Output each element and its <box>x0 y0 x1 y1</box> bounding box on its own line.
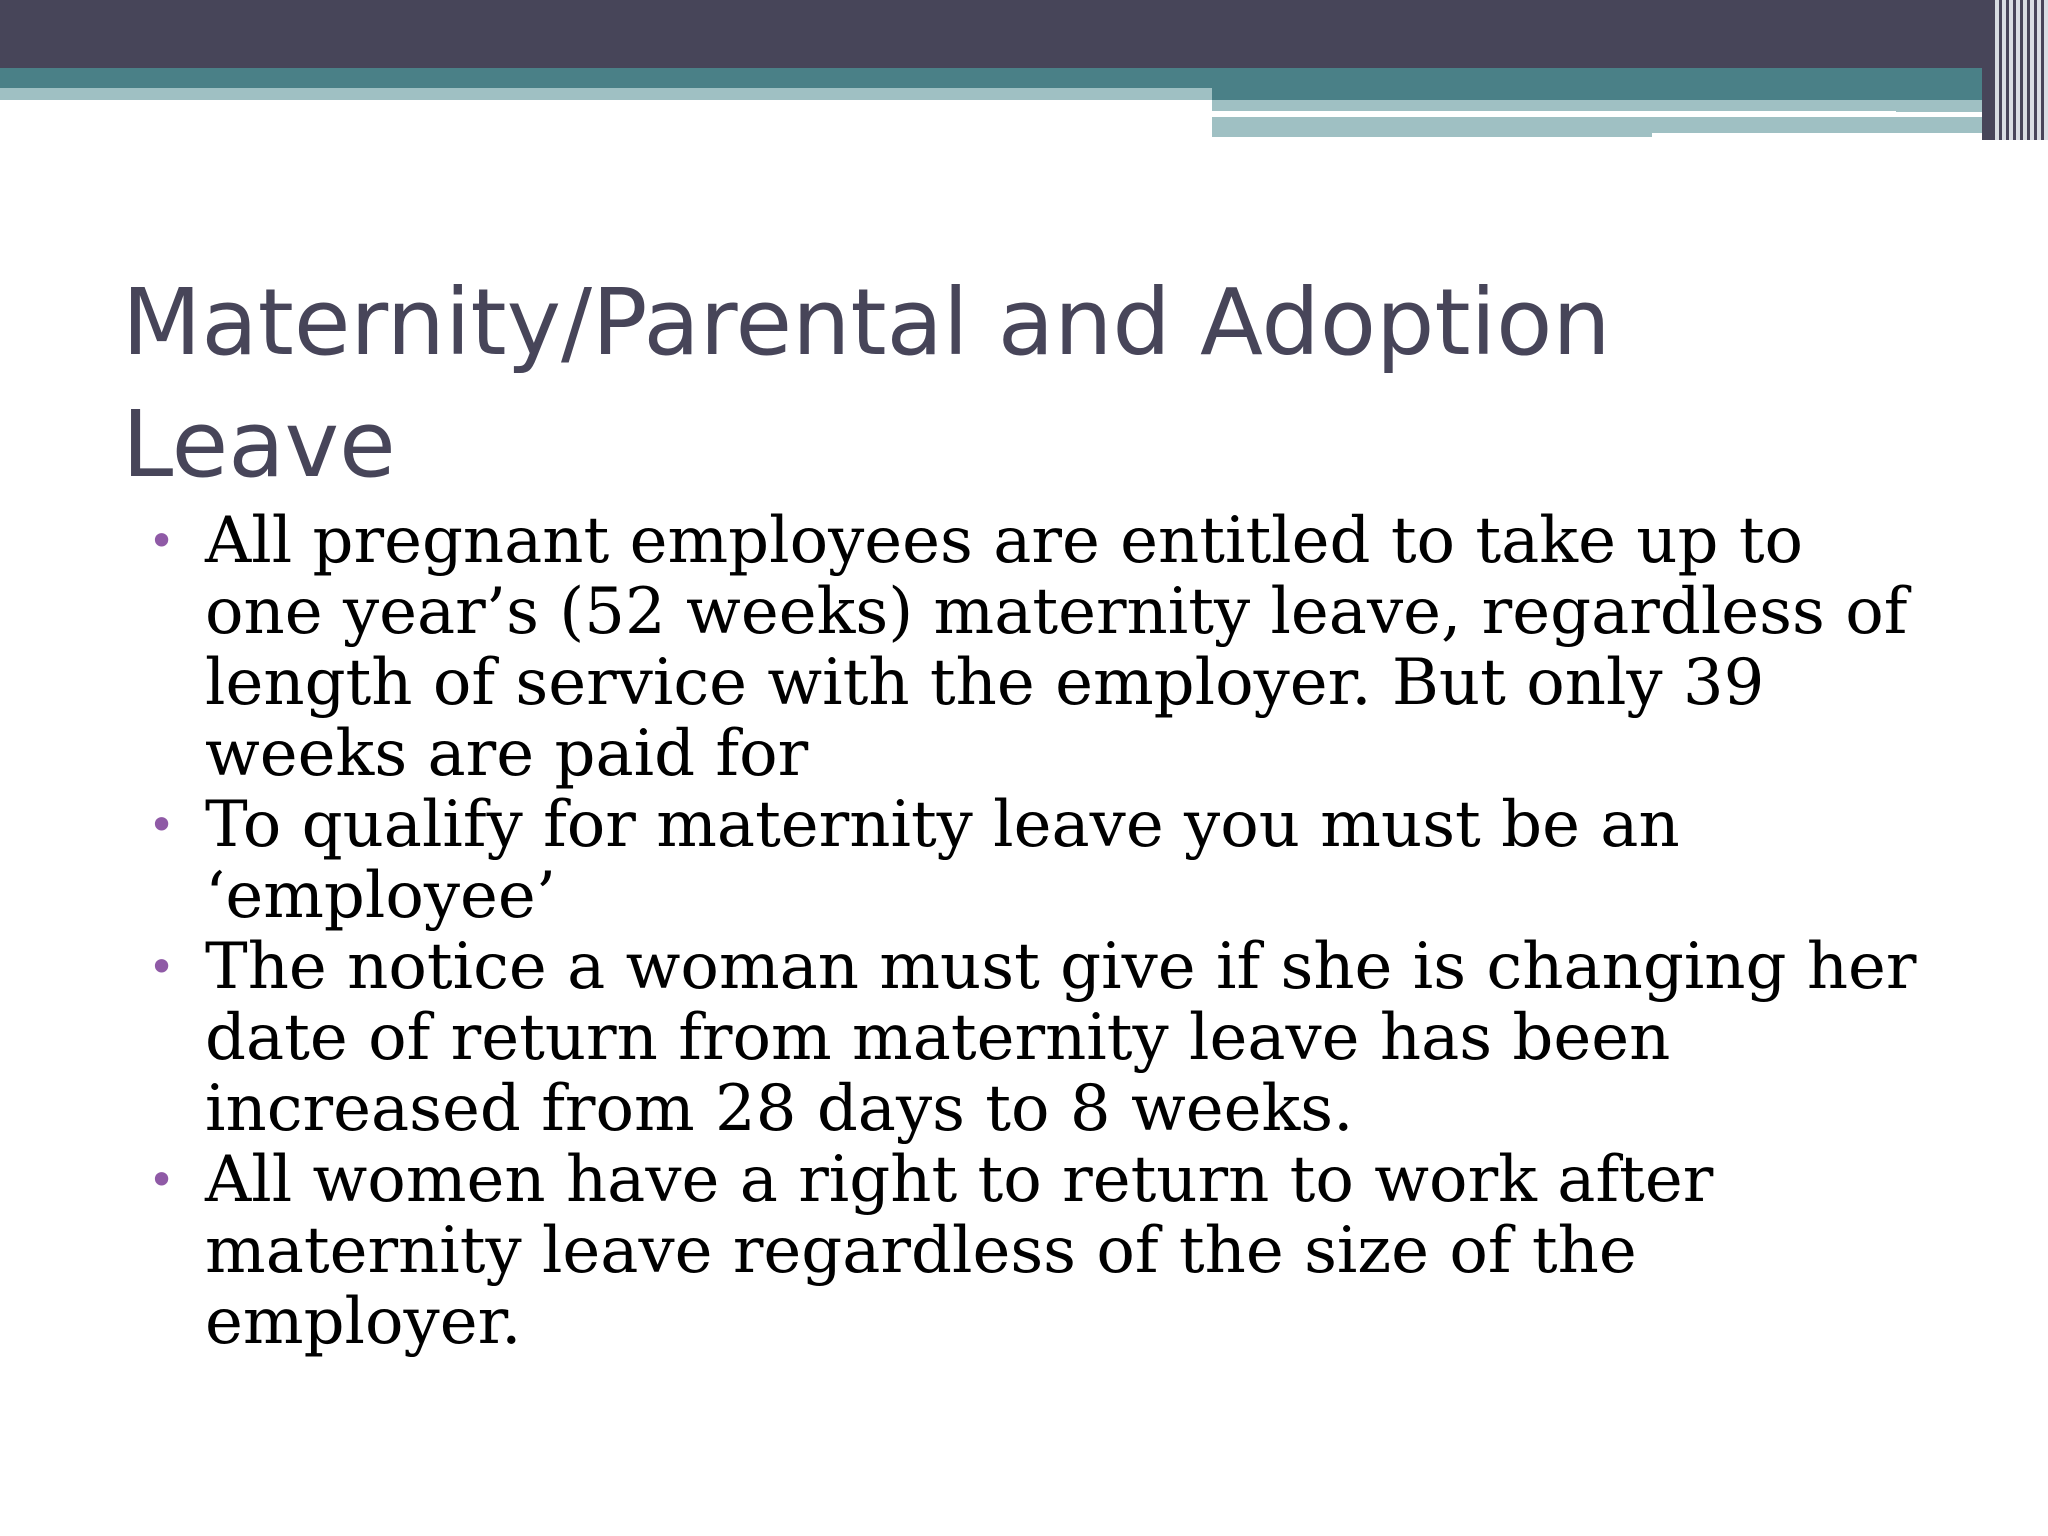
slide-title: Maternity/Parental and Adoption Leave <box>122 269 1611 498</box>
bullet-text: All women have a right to return to work after maternity leave regardless of the size of the employer. <box>205 1143 1714 1359</box>
bullet-text: All pregnant employees are entitled to take up to one year’s (52 weeks) maternity leave, regardless of length of service with the employer. But only 39 weeks are paid for <box>205 504 1908 791</box>
header-band-teal <box>0 68 2048 88</box>
bullet-item <box>148 506 1938 790</box>
bullet-item <box>148 790 1938 932</box>
bullet-icon: • <box>148 940 176 994</box>
bullet-item <box>148 932 1938 1145</box>
bullet-icon: • <box>148 1153 176 1207</box>
header-band-white-line <box>1212 111 1896 115</box>
bullet-text: The notice a woman must give if she is changing her date of return from maternity leave has been increased from 28 days to 8 weeks. <box>205 930 1917 1146</box>
header-band-teal-right <box>1212 88 2048 100</box>
corner-stripes <box>1992 0 2048 140</box>
bullet-text: To qualify for maternity leave you must be an ‘employee’ <box>205 788 1680 933</box>
corner-stripe-base <box>1982 0 1992 140</box>
header-band-dark <box>0 0 2048 68</box>
bullet-list <box>148 506 1938 1358</box>
bullet-icon: • <box>148 798 176 852</box>
bullet-item <box>148 1145 1938 1358</box>
header-band-light-left <box>0 88 1212 100</box>
header-band-pale-right <box>1212 117 1652 137</box>
bullet-icon: • <box>148 514 176 568</box>
